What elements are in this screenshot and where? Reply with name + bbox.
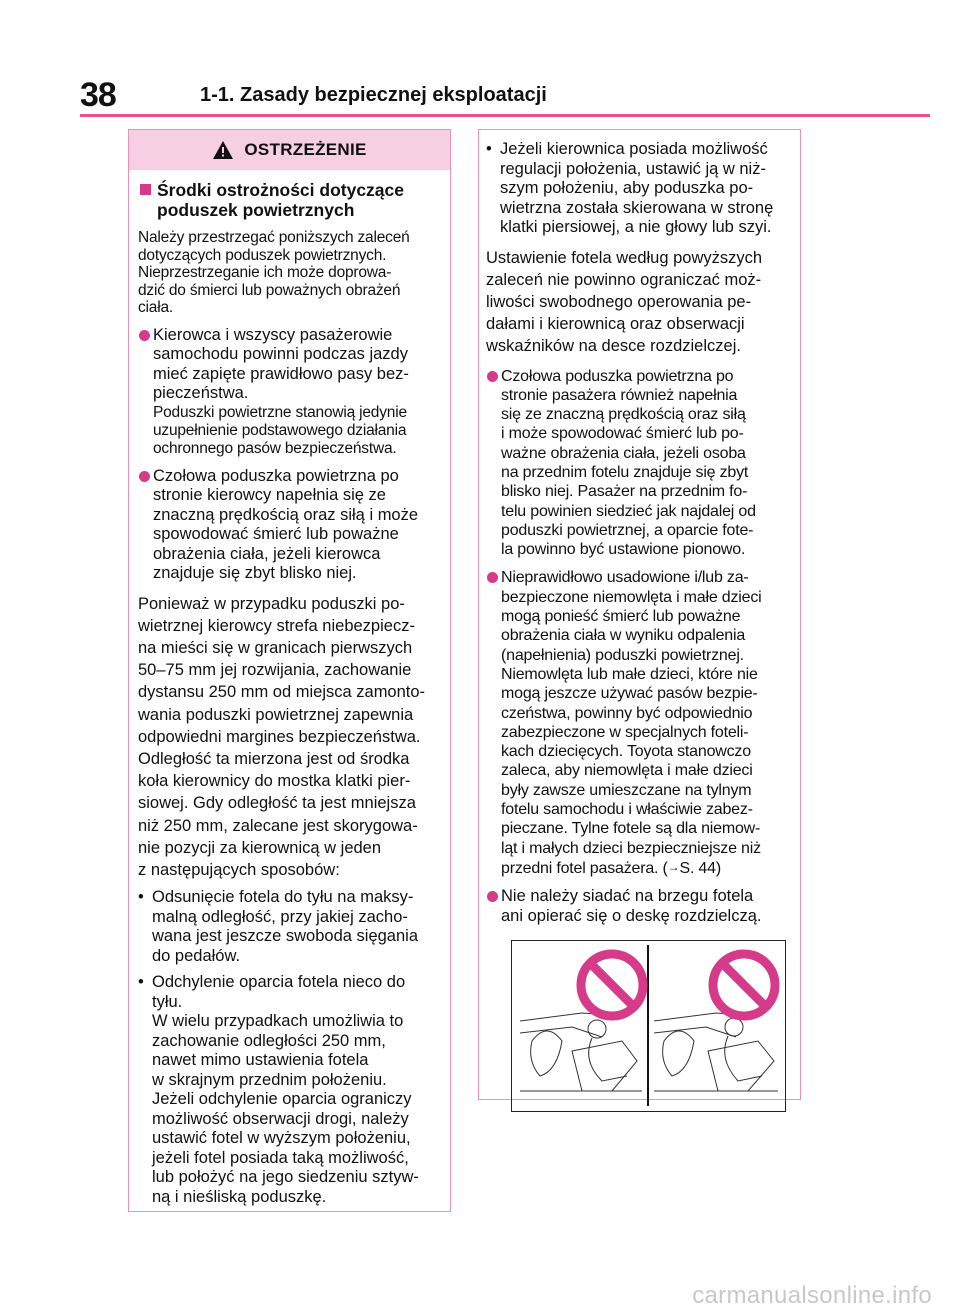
warning-header (129, 130, 450, 170)
warning-box-left (128, 129, 451, 1212)
list-item: Czołowa poduszka powietrzna po stronie pasażera również napełnia się ze znaczną prędkością oraz siłą i może spowodować śmierć lub po- ważne obrażenia ciała, jeżeli osoba na przednim fotelu znajduje się zbyt blisko niej. Pasażer na przednim fo- telu powinien siedzieć jak najdalej od poduszki powietrznej, a oparcie fote- la powinno być ustawione pionowo. (486, 367, 794, 560)
circle-bullet-icon (487, 891, 498, 902)
list-item-note: Poduszki powietrzne stanowią jedynie uzupełnienie podstawowego działania ochronnego pasów bezpieczeństwa. (153, 403, 407, 457)
circle-bullet-icon (487, 371, 498, 382)
intro-paragraph: Należy przestrzegać poniższych zaleceń dotyczących poduszek powietrznych. Nieprzestrzeganie ich może doprowa- dzić do śmierci lub poważnych obrażeń ciała. (138, 229, 410, 316)
warning-title: OSTRZEŻENIE (244, 140, 367, 159)
header-rule (80, 114, 930, 117)
airbag-heading: Środki ostrożności dotyczące poduszek powietrznych (138, 180, 442, 220)
section-title: 1-1. Zasady bezpiecznej eksploatacji (200, 84, 547, 106)
list-item: Kierowca i wszyscy pasażerowie samochodu powinni podczas jazdy mieć zapięte prawidłowo pasy bez- pieczeństwa. Poduszki powietrzne stanowią jedynie uzupełnienie podstawowego działania ochronnego pasów bezpieczeństwa. (138, 326, 442, 458)
prohibition-sign-icon (581, 954, 643, 1016)
list-item: Nieprawidłowo usadowione i/lub za- bezpieczone niemowlęta i małe dzieci mogą ponieść śmierć lub poważne obrażenia ciała w wyniku odpalenia (napełnienia) poduszki powietrznej. Niemowlęta lub małe dzieci, które nie mogą jeszcze używać pasów bezpie- czeństwa, powinny być odpowiednio zabezpieczone w specjalnych foteli- kach dziecięcych. Toyota stanowczo zaleca, aby niemowlęta i małe dzieci były zawsze umieszczane na tylnym fotelu samochodu i właściwie zabez- pieczane. Tylne fotele są dla niemow- ląt i małych dzieci bezpieczniejsze niż przedni fotel pasażera. (→S. 44) (486, 568, 794, 878)
warning-box-right (478, 129, 801, 1100)
page-number: 38 (80, 76, 116, 114)
circle-bullet-icon (487, 572, 498, 583)
page-reference-link[interactable]: S. 44) (679, 859, 721, 877)
list-item: • Odchylenie oparcia fotela nieco do tyłu. W wielu przypadkach umożliwia to zachowanie odległości 250 mm, nawet mimo ustawienia fotela w skrajnym przednim położeniu. Jeżeli odchylenie oparcia ograniczy możliwość obserwacji drogi, należy ustawić fotel w wyższym położeniu, jeżeli fotel posiada taką możliwość, lub położyć na jego siedzeniu sztyw- ną i nieśliską poduszkę. (138, 973, 419, 1206)
prohibition-sign-icon (713, 954, 775, 1016)
watermark: carmanualsonline.info (692, 1282, 932, 1309)
distance-paragraph: Ponieważ w przypadku poduszki po- wietrznej kierowcy strefa niebezpiecz- na mieści się w granicach pierwszych 50–75 mm jej rozwijania, zachowanie dystansu 250 mm od miejsca zamonto- wania poduszki powietrznej zapewnia odpowiedni margines bezpieczeństwa. Odległość ta mierzona jest od środka koła kierownicy do mostka klatki pier- siowej. Gdy odległość ta jest mniejsza niż 250 mm, zalecane jest skorygowa- nie pozycji za kierownicą w jeden z następujących sposobów: (138, 594, 426, 879)
circle-bullet-icon (139, 471, 150, 482)
list-item: • Jeżeli kierownica posiada możliwość regulacji położenia, ustawić ją w niż- szym położeniu, aby poduszka po- wietrzna została skierowana w stronę klatki piersiowej, a nie głowy lub szyi. (486, 140, 774, 236)
arrow-right-icon: → (667, 859, 680, 874)
circle-bullet-icon (139, 330, 150, 341)
list-item: Nie należy siadać na brzegu fotela ani opierać się o deskę rozdzielczą. (486, 887, 794, 926)
page-header (0, 0, 960, 125)
warning-triangle-icon (212, 140, 234, 160)
illustration (511, 940, 786, 1112)
seat-paragraph: Ustawienie fotela według powyższych zaleceń nie powinno ograniczać moż- liwości swobodnego operowania pe- dałami i kierownicą oraz obserwacji wskaźników na desce rozdzielczej. (486, 248, 763, 356)
list-item: Czołowa poduszka powietrzna po stronie kierowcy napełnia się ze znaczną prędkością oraz siłą i może spowodować śmierć lub poważne obrażenia ciała, jeżeli kierowca znajduje się zbyt blisko niej. (138, 467, 442, 584)
square-bullet-icon (140, 184, 151, 195)
list-item: • Odsunięcie fotela do tyłu na maksy- malną odległość, przy jakiej zacho- wana jest jeszcze swoboda sięgania do pedałów. (138, 888, 418, 965)
